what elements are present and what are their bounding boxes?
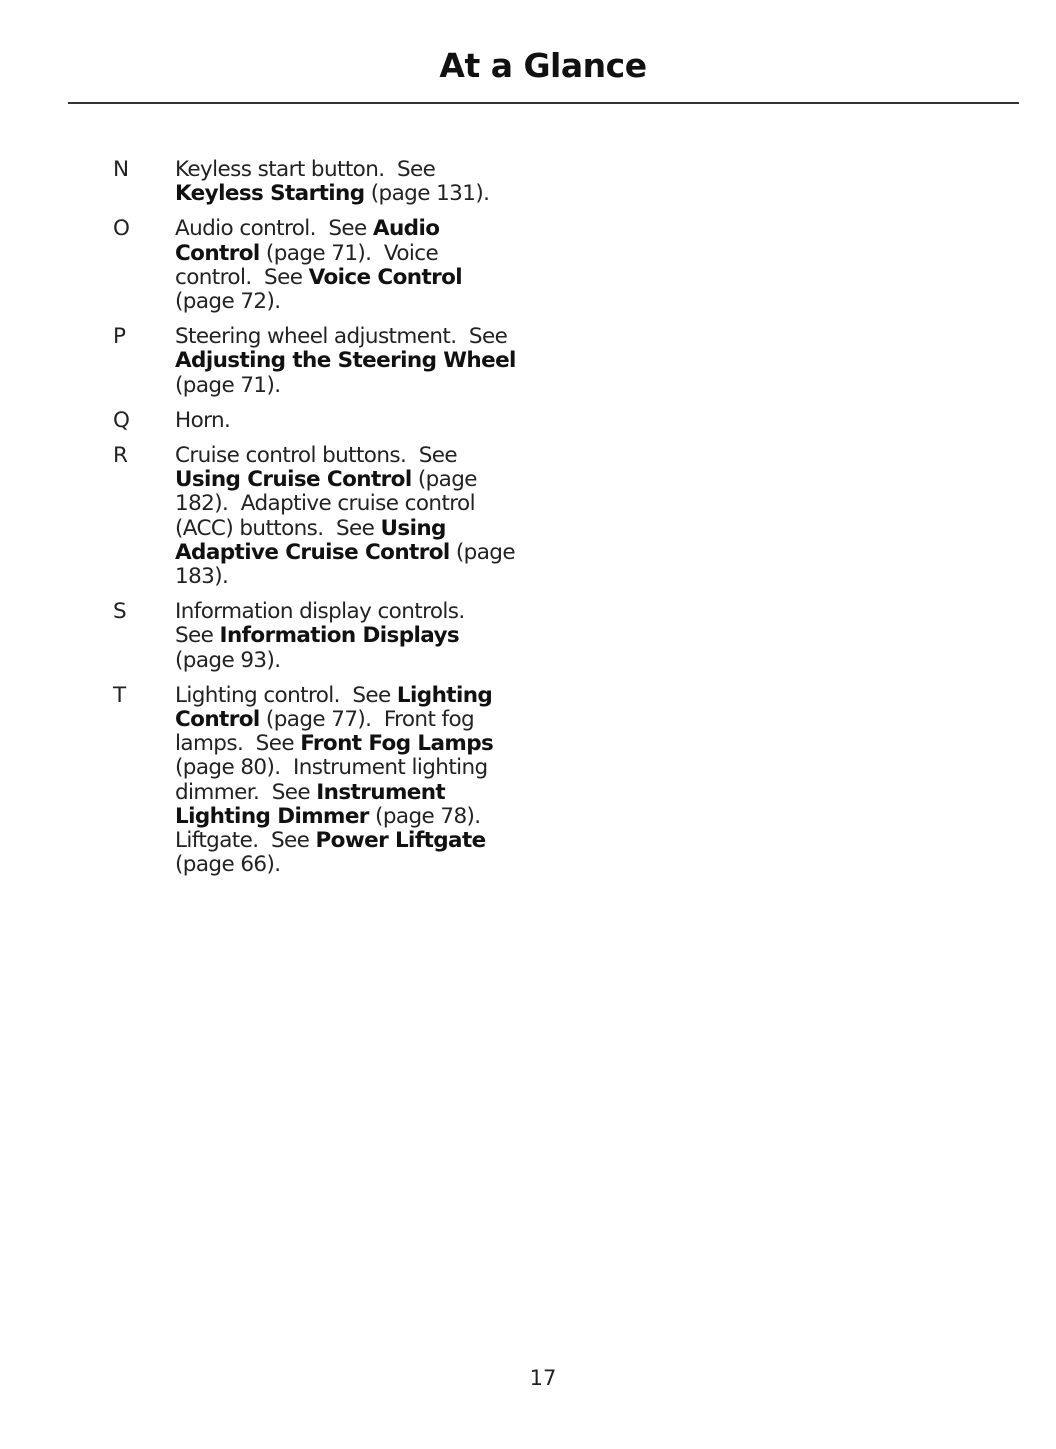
- list-item: [113, 684, 533, 878]
- text-line: [175, 600, 525, 624]
- cross-reference[interactable]: Control: [175, 707, 260, 733]
- text-line: [175, 349, 525, 373]
- item-description: [175, 158, 525, 206]
- item-letter: P: [113, 324, 126, 350]
- text-run: Cruise control buttons. See: [175, 443, 457, 469]
- cross-reference[interactable]: Information Displays: [219, 623, 460, 649]
- item-description: [175, 684, 525, 878]
- text-line: [175, 182, 525, 206]
- text-line: [175, 158, 525, 182]
- text-run: (page 66).: [175, 852, 281, 878]
- text-line: [175, 409, 525, 433]
- text-line: [175, 444, 525, 468]
- page-number: 17: [529, 1366, 557, 1390]
- cross-reference[interactable]: Front Fog Lamps: [300, 731, 494, 757]
- cross-reference[interactable]: Lighting Dimmer: [175, 803, 369, 829]
- text-run: (page: [449, 539, 515, 565]
- text-line: [175, 805, 525, 829]
- text-run: (page 131).: [364, 181, 490, 207]
- cross-reference[interactable]: Adjusting the Steering Wheel: [175, 348, 516, 374]
- item-letter: N: [113, 157, 130, 182]
- text-line: [175, 325, 525, 349]
- text-run: (page 71). Voice: [259, 240, 439, 266]
- text-run: Audio control. See: [175, 216, 373, 242]
- text-run: (page 77). Front fog: [259, 707, 475, 733]
- text-line: [175, 829, 525, 853]
- page-title: At a Glance: [439, 46, 647, 85]
- cross-reference[interactable]: Adaptive Cruise Control: [175, 539, 450, 565]
- text-line: [175, 684, 525, 708]
- text-run: (page 93).: [175, 647, 281, 673]
- item-letter: O: [113, 216, 130, 242]
- text-run: Lighting control. See: [175, 682, 397, 708]
- cross-reference[interactable]: Lighting: [396, 682, 493, 708]
- text-run: See: [175, 623, 220, 649]
- text-run: (page 78).: [368, 803, 481, 829]
- list-item: [113, 444, 533, 589]
- item-list: [113, 158, 533, 888]
- text-run: (page 72).: [175, 289, 281, 315]
- text-line: [175, 732, 525, 756]
- item-description: [175, 409, 525, 433]
- text-line: [175, 541, 525, 565]
- list-item: [113, 600, 533, 673]
- item-letter: S: [113, 599, 127, 625]
- text-line: [175, 708, 525, 732]
- text-line: [175, 756, 525, 780]
- text-line: [175, 649, 525, 673]
- list-item: [113, 158, 533, 206]
- text-line: [175, 266, 525, 290]
- cross-reference[interactable]: Using Cruise Control: [175, 467, 412, 493]
- cross-reference[interactable]: Keyless Starting: [175, 181, 365, 207]
- text-line: [175, 624, 525, 648]
- text-line: [175, 374, 525, 398]
- cross-reference[interactable]: Power Liftgate: [315, 828, 486, 854]
- text-line: [175, 853, 525, 877]
- text-line: [175, 242, 525, 266]
- text-run: (page 71).: [175, 372, 281, 398]
- text-run: dimmer. See: [175, 779, 317, 805]
- text-run: Information display controls.: [175, 599, 465, 625]
- header-divider: [68, 102, 1019, 104]
- text-run: Horn.: [175, 407, 231, 433]
- text-run: Keyless start button. See: [175, 157, 436, 182]
- item-letter: Q: [113, 407, 130, 433]
- item-description: [175, 217, 525, 314]
- item-description: [175, 325, 525, 398]
- cross-reference[interactable]: Using: [380, 515, 446, 541]
- text-line: [175, 290, 525, 314]
- text-run: (page: [411, 467, 477, 493]
- text-line: [175, 517, 525, 541]
- item-description: [175, 600, 525, 673]
- text-run: (ACC) buttons. See: [175, 515, 381, 541]
- cross-reference[interactable]: Audio: [372, 216, 440, 242]
- item-letter: R: [113, 443, 128, 469]
- cross-reference[interactable]: Control: [175, 240, 260, 266]
- text-run: Liftgate. See: [175, 828, 316, 854]
- text-line: [175, 492, 525, 516]
- text-line: [175, 468, 525, 492]
- list-item: [113, 409, 533, 433]
- text-run: Steering wheel adjustment. See: [175, 324, 508, 350]
- text-line: [175, 781, 525, 805]
- item-letter: T: [113, 682, 127, 708]
- item-description: [175, 444, 525, 589]
- text-run: 183).: [175, 564, 229, 590]
- cross-reference[interactable]: Voice Control: [308, 264, 463, 290]
- list-item: [113, 217, 533, 314]
- text-run: lamps. See: [175, 731, 301, 757]
- list-item: [113, 325, 533, 398]
- text-run: 182). Adaptive cruise control: [175, 491, 475, 517]
- text-run: control. See: [175, 264, 309, 290]
- text-line: [175, 217, 525, 241]
- text-line: [175, 565, 525, 589]
- text-run: (page 80). Instrument lighting: [175, 755, 488, 781]
- cross-reference[interactable]: Instrument: [316, 779, 446, 805]
